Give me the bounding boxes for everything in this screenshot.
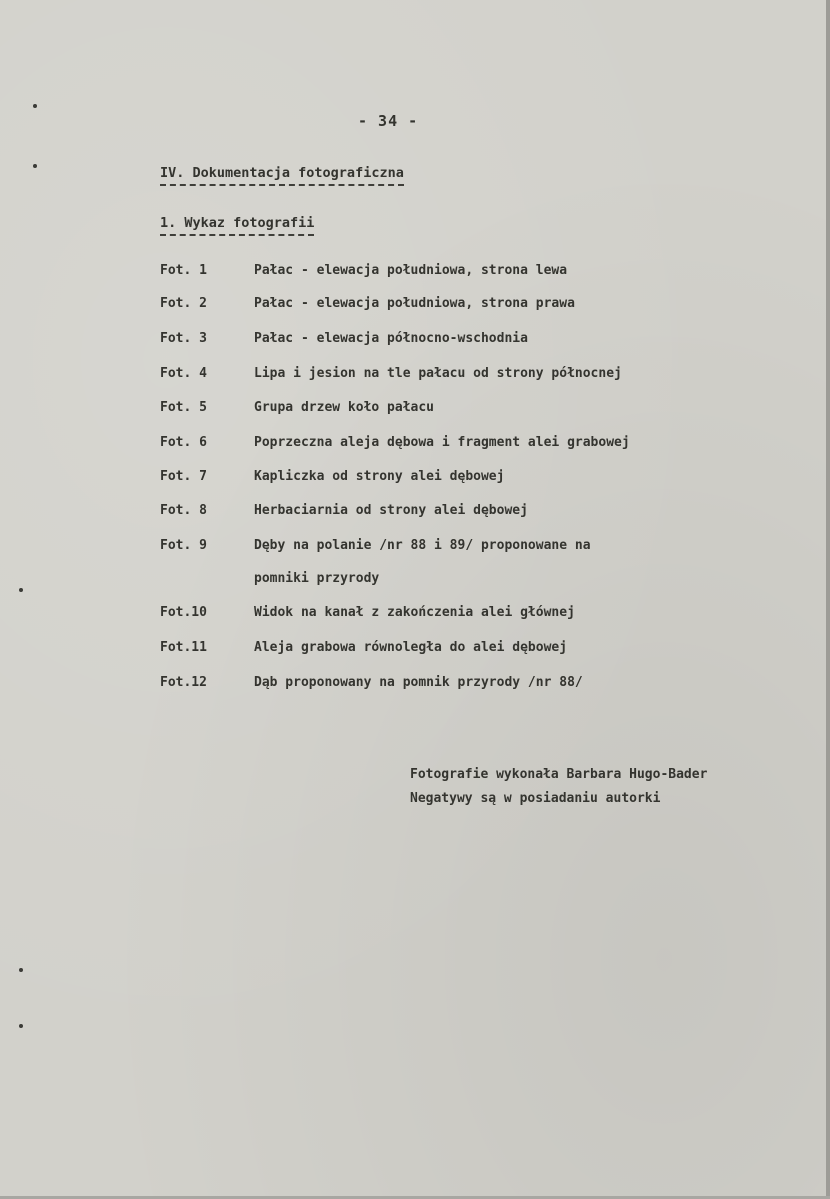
photo-description: Grupa drzew koło pałacu <box>254 400 435 415</box>
photo-description: Pałac - elewacja północno-wschodnia <box>254 331 528 346</box>
punch-mark <box>19 1024 23 1028</box>
photo-credit: Fotografie wykonała Barbara Hugo-Bader <box>410 767 708 782</box>
photo-description: Aleja grabowa równoległa do alei dębowej <box>254 640 568 655</box>
section-title-text: IV. Dokumentacja fotograficzna <box>160 165 404 181</box>
photo-description: Herbaciarnia od strony alei dębowej <box>254 503 528 518</box>
photo-description: Poprzeczna aleja dębowa i fragment alei grabowej <box>254 435 630 450</box>
photo-label: Fot. 7 <box>160 469 207 484</box>
punch-mark <box>19 968 23 972</box>
list-item <box>160 536 591 556</box>
photo-label: Fot. 8 <box>160 503 207 518</box>
negatives-note: Negatywy są w posiadaniu autorki <box>410 791 661 806</box>
photo-label: Fot. 6 <box>160 435 207 450</box>
photo-label: Fot. 9 <box>160 538 207 553</box>
photo-label: Fot.11 <box>160 640 207 655</box>
photo-label: Fot. 1 <box>160 263 207 278</box>
list-item <box>160 638 567 658</box>
list-item <box>160 329 528 349</box>
photo-description-continuation: pomniki przyrody <box>254 571 380 586</box>
photo-description: Dęby na polanie /nr 88 i 89/ proponowane na <box>254 538 591 553</box>
page-edge-right <box>826 0 830 1199</box>
section-title <box>160 165 404 181</box>
photo-description: Lipa i jesion na tle pałacu od strony północnej <box>254 366 622 381</box>
list-item <box>160 603 575 623</box>
list-item <box>160 501 528 521</box>
photo-description: Widok na kanał z zakończenia alei głównej <box>254 605 575 620</box>
list-item <box>160 261 567 281</box>
punch-mark <box>33 104 37 108</box>
photo-label: Fot. 5 <box>160 400 207 415</box>
list-item <box>160 673 583 693</box>
punch-mark <box>19 588 23 592</box>
list-item <box>160 398 434 418</box>
photo-label: Fot. 3 <box>160 331 207 346</box>
photo-label: Fot. 4 <box>160 366 207 381</box>
punch-mark <box>33 164 37 168</box>
list-item <box>160 433 630 453</box>
list-item <box>160 364 622 384</box>
photo-label: Fot.10 <box>160 605 207 620</box>
photo-description: Pałac - elewacja południowa, strona lewa <box>254 263 568 278</box>
list-item <box>160 294 575 314</box>
photo-description: Pałac - elewacja południowa, strona prawa <box>254 296 575 311</box>
photo-description: Kapliczka od strony alei dębowej <box>254 469 505 484</box>
list-item <box>160 467 504 487</box>
section-title-underline <box>160 184 404 186</box>
page-number: - 34 - <box>358 112 419 130</box>
photo-label: Fot. 2 <box>160 296 207 311</box>
subsection-title <box>160 215 314 231</box>
photo-description: Dąb proponowany na pomnik przyrody /nr 88/ <box>254 675 583 690</box>
photo-label: Fot.12 <box>160 675 207 690</box>
subsection-title-text: 1. Wykaz fotografii <box>160 215 315 231</box>
subsection-title-underline <box>160 234 314 236</box>
